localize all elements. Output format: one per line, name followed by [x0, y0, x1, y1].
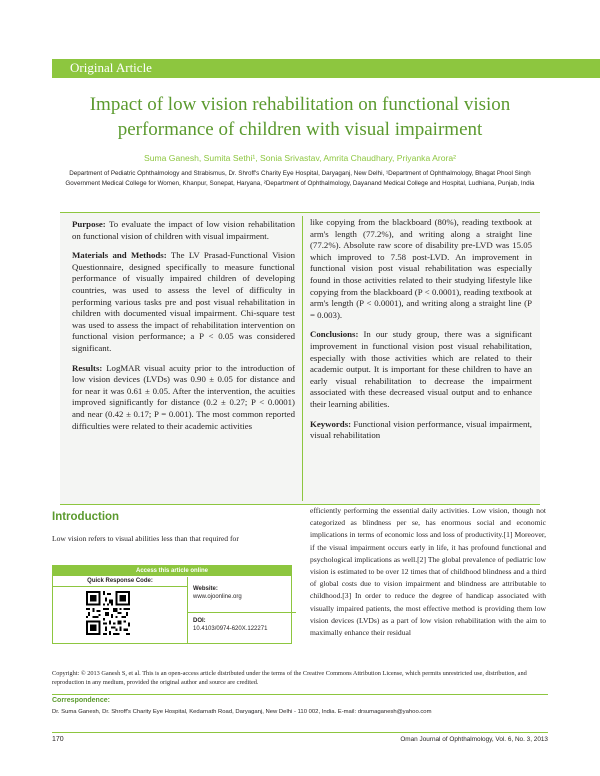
- introduction-heading: Introduction: [52, 511, 120, 523]
- abstract-keywords: [310, 419, 532, 442]
- methods-label: Materials and Methods:: [72, 250, 167, 261]
- correspondence-divider: [52, 694, 548, 695]
- doi-label: DOI:: [193, 618, 206, 624]
- website-row: [188, 585, 296, 601]
- methods-text: The LV Prasad-Functional Vision Questionnaire, designed specifically to measure functional performance of visually impaired children of developing countries, was used to assess the level of difficulty in performing various tasks pre and post visual rehabilitation in children with documented visual impairment. Chi-square test was used to assess the impact of rehabilitation intervention on functional vision performance; a P < 0.05 was considered significant.: [72, 250, 296, 353]
- footer-divider: [52, 732, 548, 733]
- keywords-label: Keywords:: [310, 418, 352, 429]
- copyright-notice: Copyright: © 2013 Ganesh S, et al. This is an open-access article distributed under the terms of the Creative Commons Attribution License, which permits unrestricted use, distribution, and reproduction in any medium, provided the original author and source are credited.: [52, 670, 527, 686]
- doi-row: [188, 612, 296, 633]
- abstract-results: [72, 363, 295, 433]
- keywords-text: Functional vision performance, visual impairment, visual rehabilitation: [310, 418, 532, 441]
- access-article-box: [52, 565, 292, 644]
- conclusions-text: In our study group, there was a significant improvement in functional vision post visual rehabilitation, especially with those activities which are related to their academic output. It is important for these children to have an early visual rehabilitation to decrease the impairment associated with these decreased visual output and to enhance their learning abilities.: [310, 329, 532, 409]
- abstract-divider: [302, 216, 303, 501]
- article-type-label: Original Article: [70, 60, 152, 75]
- doi-link[interactable]: 10.4103/0974-620X.122271: [193, 626, 268, 632]
- abstract-methods: [72, 250, 295, 354]
- qr-label: Quick Response Code:: [53, 577, 187, 587]
- qr-code-icon[interactable]: [86, 591, 130, 635]
- article-type-banner: [52, 59, 600, 78]
- abstract-results-continued: like copying from the blackboard (80%), reading textbook at arm's length (77.2%), and writing along a straight line (77.2%). Absolute raw score of disability pre-LVD was 15.05 which improved to 7.58 post-LVD. An improvement in functional vision post visual rehabilitation was especially found in those activities related to their studying lifestyle like copying from the blackboard (P < 0.0001), reading textbook at arm's length (P < 0.0001), and writing along a straight line (P = 0.003).: [310, 217, 532, 320]
- access-box-body: [53, 577, 291, 643]
- conclusions-label: Conclusions:: [310, 329, 359, 340]
- author-list: Suma Ganesh, Sumita Sethi¹, Sonia Srivastav, Amrita Chaudhary, Priyanka Arora²: [143, 153, 457, 163]
- website-doi-column: [188, 577, 291, 643]
- purpose-text: To evaluate the impact of low vision rehabilitation on functional vision of children with visual impairment.: [72, 219, 295, 241]
- access-box-heading: Access this article online: [53, 566, 291, 576]
- results-text: LogMAR visual acuity prior to the introduction of low vision devices (LVDs) was 0.90 ± 0.05 for distance and for near it was 0.61 ± 0.05. After the intervention, the acuities improved significantly for distance (0.2 ± 0.27; P < 0.0001) and near (0.42 ± 0.17; P = 0.001). The most common reported difficulties were related to their academic activities: [72, 362, 295, 431]
- abstract-purpose: [72, 219, 295, 242]
- affiliations: Department of Pediatric Ophthalmology and Strabismus, Dr. Shroff's Charity Eye Hospital, Daryaganj, New Delhi, ¹Department of Ophthalmology, Bhagat Phool Singh Government Medical College for Women, Khanpur, Sonepat, Haryana, ²Department of Ophthalmology, Dayanand Medical College and Hospital, Ludhiana, Punjab, India: [65, 170, 535, 187]
- abstract-conclusions: [310, 329, 532, 410]
- abstract-left-column: [72, 219, 295, 440]
- results-label: Results:: [72, 362, 103, 373]
- purpose-label: Purpose:: [72, 219, 106, 229]
- correspondence-heading: Correspondence:: [52, 697, 110, 704]
- article-title: Impact of low vision rehabilitation on functional vision performance of children with visual impairment: [89, 94, 511, 140]
- website-label: Website:: [193, 586, 218, 592]
- abstract-right-column: [310, 217, 532, 450]
- journal-citation: Oman Journal of Ophthalmology, Vol. 6, No. 3, 2013: [400, 736, 548, 743]
- introduction-text: Low vision refers to visual abilities less than that required for: [52, 534, 239, 543]
- qr-column: [53, 577, 188, 643]
- introduction-text-right-column: efficiently performing the essential daily activities. Low vision, though not categorized as blindness per se, has enormous social and economic implications in terms of economic loss and loss of productivity.[1] Moreover, if the visual impairment occurs early in life, it has profound functional and psychological implications as well.[2] The global prevalence of pediatric low vision is estimated to be over 12 times that of childhood blindness and a third of global costs due to vision impairment and blindness are attributable to childhood.[3] In order to reduce the degree of handicap associated with visually impaired patients, the most effective method is providing them low vision devices (LVDs) as a part of low vision rehabilitation with the aim to maximally enhance their residual: [310, 506, 546, 638]
- correspondence-text: Dr. Suma Ganesh, Dr. Shroff's Charity Eye Hospital, Kedarnath Road, Daryaganj, New Delhi - 110 002, India. E-mail: drsumaganesh@yahoo.com: [52, 709, 432, 715]
- website-link[interactable]: www.ojoonline.org: [193, 594, 242, 600]
- page-number: 170: [52, 736, 64, 743]
